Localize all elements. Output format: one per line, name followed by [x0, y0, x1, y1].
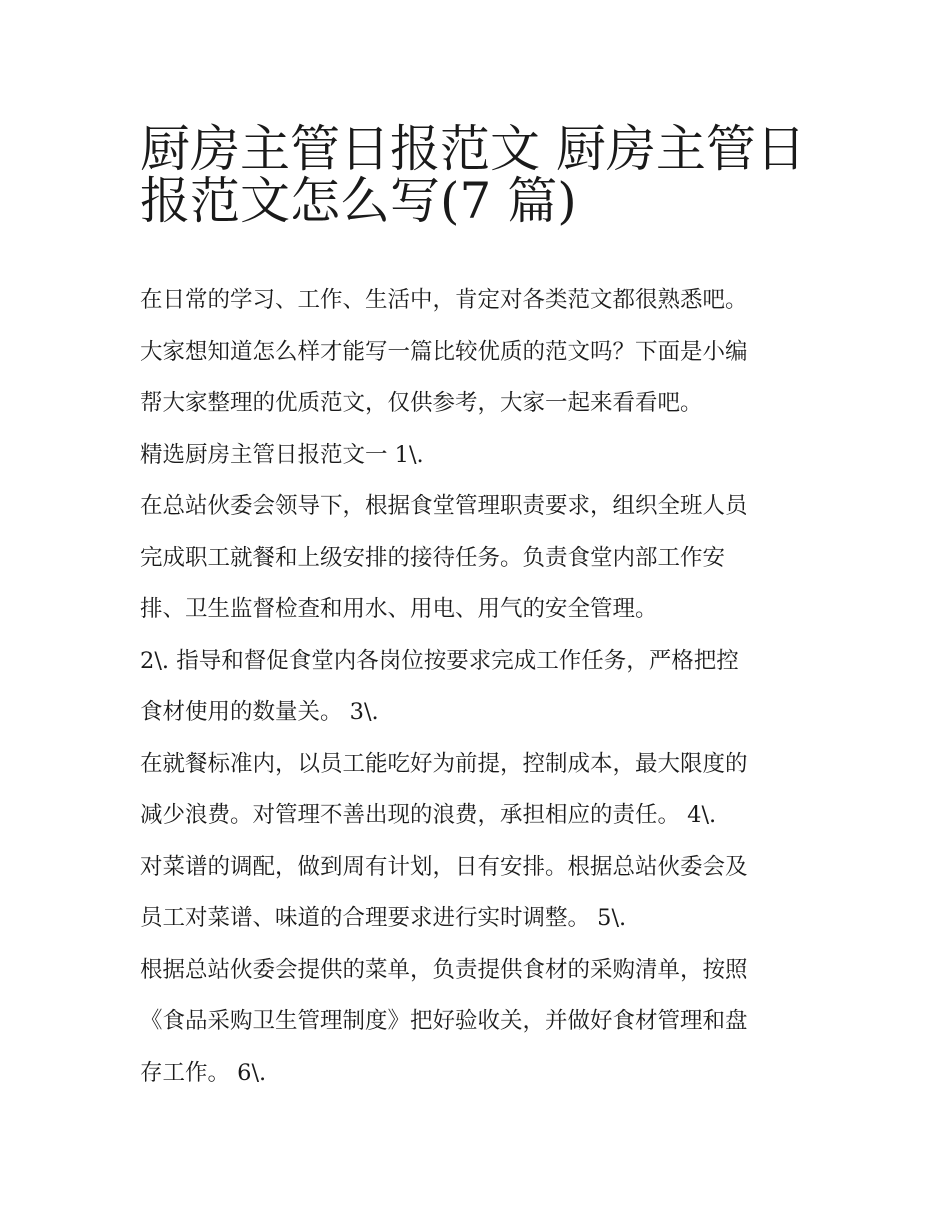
text-line: 《食品采购卫生管理制度》把好验收关，并做好食材管理和盘 — [140, 1008, 748, 1034]
item-paragraph — [140, 842, 820, 945]
document-body — [140, 275, 820, 1099]
intro-paragraph — [140, 275, 820, 430]
text-line: 排、卫生监督检查和用水、用电、用气的安全管理。 — [140, 596, 658, 622]
document-title — [140, 112, 820, 230]
text-line: 员工对菜谱、味道的合理要求进行实时调整。 5\. — [140, 905, 627, 931]
text-line: 食材使用的数量关。 3\. — [140, 699, 379, 725]
text-line: 在就餐标准内，以员工能吃好为前提，控制成本，最大限度的 — [140, 750, 748, 777]
text-line: 在日常的学习、工作、生活中，肯定对各类范文都很熟悉吧。 — [140, 287, 748, 313]
text-line: 帮大家整理的优质范文，仅供参考，大家一起来看看吧。 — [140, 390, 703, 416]
text-line: 完成职工就餐和上级安排的接待任务。负责食堂内部工作安 — [140, 544, 726, 571]
item-paragraph — [140, 636, 820, 739]
section-heading — [140, 430, 820, 482]
title-line-2: 报范文怎么写(7 篇) — [140, 171, 577, 230]
item-paragraph — [140, 945, 820, 1100]
text-line: 根据总站伙委会提供的菜单，负责提供食材的采购清单，按照 — [140, 956, 748, 983]
text-line: 在总站伙委会领导下，根据食堂管理职责要求，组织全班人员 — [140, 493, 748, 519]
item-paragraph — [140, 739, 820, 842]
text-line: 2\. 指导和督促食堂内各岗位按要求完成工作任务，严格把控 — [140, 647, 739, 674]
text-line: 大家想知道怎么样才能写一篇比较优质的范文吗？下面是小编 — [140, 338, 748, 365]
text-line: 减少浪费。对管理不善出现的浪费，承担相应的责任。 4\. — [140, 802, 717, 828]
title-line-1: 厨房主管日报范文 厨房主管日 — [140, 120, 806, 178]
item-paragraph — [140, 481, 820, 636]
text-line: 对菜谱的调配，做到周有计划，日有安排。根据总站伙委会及 — [140, 853, 748, 880]
text-line: 存工作。 6\. — [140, 1059, 267, 1086]
text-line: 精选厨房主管日报范文一 1\. — [140, 441, 424, 468]
